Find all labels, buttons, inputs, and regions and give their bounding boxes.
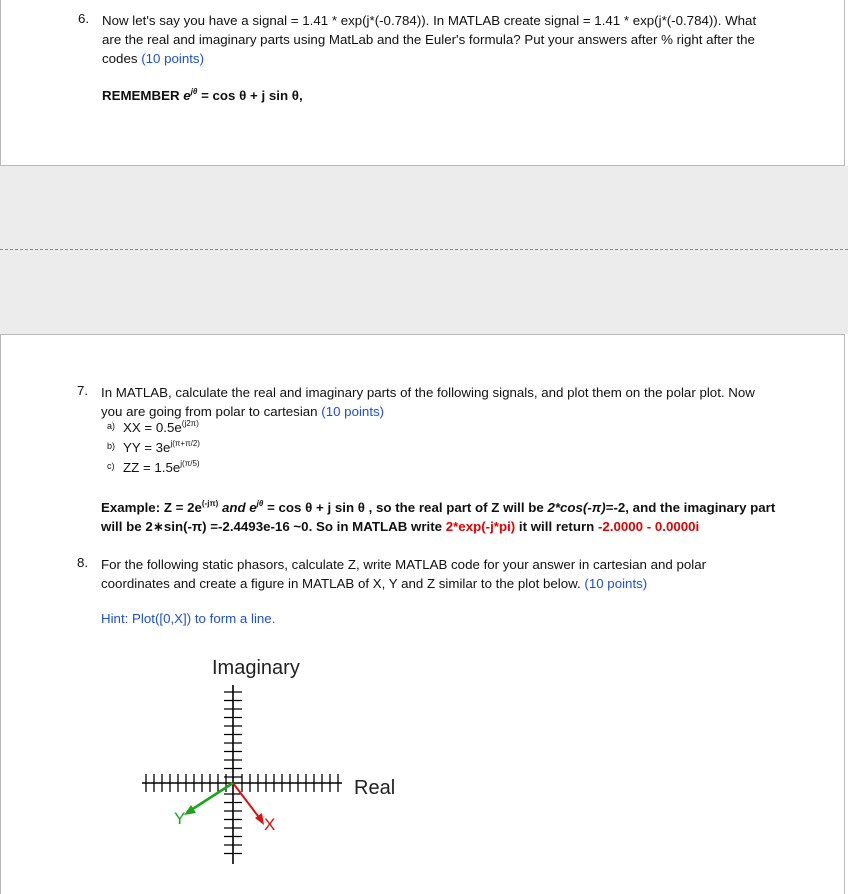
phasor-x-label: X: [264, 815, 276, 834]
example-p2: and e: [221, 500, 257, 515]
q8-number: 8.: [77, 555, 89, 570]
item-exp: j(π/5): [180, 459, 200, 468]
formula-exp: jθ: [190, 87, 198, 96]
q7-item-b: [107, 439, 200, 455]
item-label: b): [107, 441, 116, 451]
imaginary-axis-label: Imaginary: [212, 657, 300, 679]
q7-line1: In MATLAB, calculate the real and imaginary parts of the following signals, and plot them on the polar plot. Now: [101, 385, 755, 400]
example-exp1: (-jπ): [201, 499, 219, 508]
page-break-line: [0, 249, 848, 250]
example-result: -2.0000 - 0.0000i: [597, 519, 700, 534]
q8-line2: [101, 574, 831, 593]
q6-remember: [102, 86, 303, 105]
q6-points: (10 points): [141, 51, 205, 66]
q8-hint: Hint: Plot([0,X]) to form a line.: [101, 611, 276, 626]
item-exp: (j2π): [181, 419, 199, 428]
example-p4: 2*cos(-π): [547, 500, 606, 515]
real-axis-label: Real: [354, 777, 396, 799]
axis-ticks: [146, 692, 338, 854]
item-label: a): [107, 421, 116, 431]
q7-line2-text: you are going from polar to cartesian: [101, 404, 318, 419]
example-p3: = cos θ + j sin θ , so the real part of Z will be: [267, 500, 544, 515]
page-section-top: [0, 0, 845, 166]
item-label: c): [107, 461, 115, 471]
item-base: YY = 3e: [123, 440, 171, 455]
remember-label: REMEMBER: [102, 88, 180, 103]
phasor-x-line: [233, 783, 261, 820]
phasor-y-label: Y: [174, 809, 186, 828]
example-line1: [101, 498, 836, 517]
example-line2-b: it will return: [518, 519, 595, 534]
q7-question: [101, 383, 831, 421]
q6-line3: [102, 49, 832, 68]
item-base: ZZ = 1.5e: [123, 460, 181, 475]
q8-question: [101, 555, 831, 593]
example-line2-a: will be 2∗sin(-π) =-2.4493e-16 ~0. So in MATLAB write: [101, 519, 443, 534]
item-exp: j(π+π/2): [170, 439, 200, 448]
item-base: XX = 0.5e: [123, 420, 182, 435]
q7-example: [101, 498, 836, 536]
example-code: 2*exp(-j*pi): [445, 519, 516, 534]
q6-line3-text: codes: [102, 51, 138, 66]
example-p5: =-2, and the imaginary part: [605, 500, 776, 515]
q6-line1: Now let's say you have a signal = 1.41 * exp(j*(-0.784)). In MATLAB create signal = 1.41 * exp(j*(-0.784)). What: [102, 13, 757, 28]
q7-line2: [101, 402, 831, 421]
q7-number: 7.: [77, 383, 89, 398]
q7-item-a: [107, 419, 199, 435]
q8-line2-text: coordinates and create a figure in MATLAB of X, Y and Z similar to the plot below.: [101, 576, 581, 591]
formula-rest: = cos θ + j sin θ,: [201, 88, 303, 103]
q6-number: 6.: [78, 11, 90, 26]
example-line2: [101, 517, 836, 536]
phasor-diagram: [120, 650, 420, 890]
example-exp2: jθ: [256, 499, 264, 508]
formula-e: e: [183, 88, 191, 103]
q6-question: [102, 11, 832, 68]
page-gap: [0, 166, 848, 334]
q7-points: (10 points): [321, 404, 385, 419]
q8-points: (10 points): [584, 576, 648, 591]
q7-item-c: [107, 459, 200, 475]
q8-line1: For the following static phasors, calculate Z, write MATLAB code for your answer in cartesian and polar: [101, 557, 707, 572]
example-p1: Example: Z = 2e: [101, 500, 202, 515]
q6-line2: are the real and imaginary parts using MatLab and the Euler's formula? Put your answers after % right after the: [102, 32, 755, 47]
